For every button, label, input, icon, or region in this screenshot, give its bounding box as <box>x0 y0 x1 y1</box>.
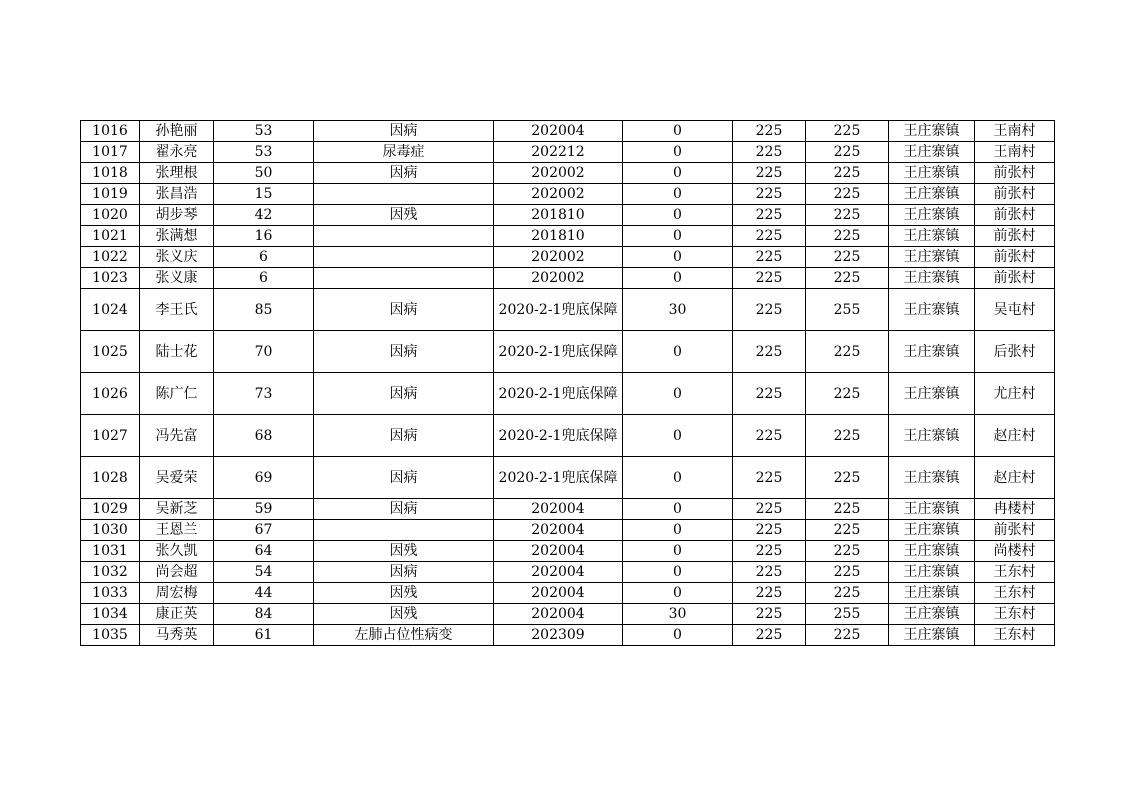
extra-amount-cell: 30 <box>623 604 733 625</box>
date-cell: 202004 <box>494 604 623 625</box>
total-amount-cell: 225 <box>806 415 889 457</box>
town-cell: 王庄寨镇 <box>889 373 975 415</box>
date-cell: 202004 <box>494 541 623 562</box>
age-cell: 15 <box>214 184 314 205</box>
name-cell: 康正英 <box>140 604 214 625</box>
age-cell: 6 <box>214 268 314 289</box>
name-cell: 陆士花 <box>140 331 214 373</box>
document-sheet <box>80 120 1055 646</box>
name-cell: 张义康 <box>140 268 214 289</box>
name-cell: 周宏梅 <box>140 583 214 604</box>
table-row <box>81 331 1055 373</box>
name-cell: 张久凯 <box>140 541 214 562</box>
town-cell: 王庄寨镇 <box>889 604 975 625</box>
record-number-cell: 1018 <box>81 163 140 184</box>
reason-cell: 因病 <box>314 415 494 457</box>
record-number-cell: 1034 <box>81 604 140 625</box>
reason-cell: 左肺占位性病变 <box>314 625 494 646</box>
total-amount-cell: 255 <box>806 289 889 331</box>
village-cell: 王东村 <box>975 562 1055 583</box>
date-cell: 201810 <box>494 226 623 247</box>
village-cell: 前张村 <box>975 184 1055 205</box>
age-cell: 44 <box>214 583 314 604</box>
date-cell: 202002 <box>494 268 623 289</box>
record-number-cell: 1031 <box>81 541 140 562</box>
town-cell: 王庄寨镇 <box>889 457 975 499</box>
table-row <box>81 268 1055 289</box>
reason-cell <box>314 247 494 268</box>
total-amount-cell: 225 <box>806 625 889 646</box>
village-cell: 王南村 <box>975 121 1055 142</box>
reason-cell: 因病 <box>314 163 494 184</box>
age-cell: 54 <box>214 562 314 583</box>
reason-cell: 因残 <box>314 541 494 562</box>
record-number-cell: 1029 <box>81 499 140 520</box>
town-cell: 王庄寨镇 <box>889 268 975 289</box>
table-row <box>81 520 1055 541</box>
age-cell: 85 <box>214 289 314 331</box>
extra-amount-cell: 0 <box>623 583 733 604</box>
name-cell: 尚会超 <box>140 562 214 583</box>
base-amount-cell: 225 <box>733 331 806 373</box>
base-amount-cell: 225 <box>733 163 806 184</box>
age-cell: 61 <box>214 625 314 646</box>
reason-cell <box>314 268 494 289</box>
record-number-cell: 1025 <box>81 331 140 373</box>
base-amount-cell: 225 <box>733 415 806 457</box>
extra-amount-cell: 0 <box>623 184 733 205</box>
reason-cell <box>314 226 494 247</box>
table-row <box>81 247 1055 268</box>
date-cell: 2020-2-1兜底保障 <box>494 457 623 499</box>
town-cell: 王庄寨镇 <box>889 583 975 604</box>
date-cell: 202002 <box>494 163 623 184</box>
reason-cell: 因残 <box>314 583 494 604</box>
total-amount-cell: 225 <box>806 163 889 184</box>
record-number-cell: 1019 <box>81 184 140 205</box>
date-cell: 202004 <box>494 520 623 541</box>
town-cell: 王庄寨镇 <box>889 499 975 520</box>
roster-table <box>80 120 1055 646</box>
extra-amount-cell: 0 <box>623 625 733 646</box>
name-cell: 马秀英 <box>140 625 214 646</box>
date-cell: 2020-2-1兜底保障 <box>494 373 623 415</box>
name-cell: 王恩兰 <box>140 520 214 541</box>
record-number-cell: 1027 <box>81 415 140 457</box>
record-number-cell: 1028 <box>81 457 140 499</box>
reason-cell: 尿毒症 <box>314 142 494 163</box>
record-number-cell: 1033 <box>81 583 140 604</box>
name-cell: 胡步琴 <box>140 205 214 226</box>
table-row <box>81 604 1055 625</box>
town-cell: 王庄寨镇 <box>889 331 975 373</box>
age-cell: 67 <box>214 520 314 541</box>
age-cell: 64 <box>214 541 314 562</box>
base-amount-cell: 225 <box>733 373 806 415</box>
village-cell: 前张村 <box>975 205 1055 226</box>
age-cell: 42 <box>214 205 314 226</box>
age-cell: 59 <box>214 499 314 520</box>
extra-amount-cell: 0 <box>623 205 733 226</box>
age-cell: 69 <box>214 457 314 499</box>
table-row <box>81 457 1055 499</box>
extra-amount-cell: 0 <box>623 373 733 415</box>
village-cell: 赵庄村 <box>975 415 1055 457</box>
reason-cell: 因病 <box>314 373 494 415</box>
table-row <box>81 562 1055 583</box>
village-cell: 王东村 <box>975 625 1055 646</box>
base-amount-cell: 225 <box>733 226 806 247</box>
record-number-cell: 1021 <box>81 226 140 247</box>
base-amount-cell: 225 <box>733 289 806 331</box>
age-cell: 53 <box>214 142 314 163</box>
town-cell: 王庄寨镇 <box>889 247 975 268</box>
village-cell: 王东村 <box>975 583 1055 604</box>
reason-cell: 因病 <box>314 331 494 373</box>
village-cell: 赵庄村 <box>975 457 1055 499</box>
town-cell: 王庄寨镇 <box>889 121 975 142</box>
table-row <box>81 142 1055 163</box>
reason-cell: 因病 <box>314 121 494 142</box>
record-number-cell: 1035 <box>81 625 140 646</box>
extra-amount-cell: 0 <box>623 142 733 163</box>
date-cell: 202212 <box>494 142 623 163</box>
total-amount-cell: 225 <box>806 541 889 562</box>
name-cell: 张满想 <box>140 226 214 247</box>
table-row <box>81 541 1055 562</box>
extra-amount-cell: 0 <box>623 520 733 541</box>
base-amount-cell: 225 <box>733 604 806 625</box>
table-row <box>81 373 1055 415</box>
total-amount-cell: 225 <box>806 499 889 520</box>
village-cell: 尚楼村 <box>975 541 1055 562</box>
record-number-cell: 1020 <box>81 205 140 226</box>
total-amount-cell: 225 <box>806 268 889 289</box>
village-cell: 前张村 <box>975 226 1055 247</box>
extra-amount-cell: 0 <box>623 226 733 247</box>
total-amount-cell: 225 <box>806 373 889 415</box>
record-number-cell: 1030 <box>81 520 140 541</box>
extra-amount-cell: 0 <box>623 415 733 457</box>
extra-amount-cell: 0 <box>623 121 733 142</box>
roster-body <box>81 121 1055 646</box>
table-row <box>81 289 1055 331</box>
name-cell: 张义庆 <box>140 247 214 268</box>
total-amount-cell: 225 <box>806 583 889 604</box>
record-number-cell: 1017 <box>81 142 140 163</box>
base-amount-cell: 225 <box>733 247 806 268</box>
record-number-cell: 1026 <box>81 373 140 415</box>
name-cell: 吴爱荣 <box>140 457 214 499</box>
reason-cell <box>314 520 494 541</box>
base-amount-cell: 225 <box>733 142 806 163</box>
total-amount-cell: 225 <box>806 520 889 541</box>
village-cell: 尤庄村 <box>975 373 1055 415</box>
town-cell: 王庄寨镇 <box>889 142 975 163</box>
village-cell: 前张村 <box>975 520 1055 541</box>
base-amount-cell: 225 <box>733 121 806 142</box>
total-amount-cell: 225 <box>806 457 889 499</box>
village-cell: 前张村 <box>975 163 1055 184</box>
base-amount-cell: 225 <box>733 205 806 226</box>
name-cell: 翟永亮 <box>140 142 214 163</box>
table-row <box>81 415 1055 457</box>
record-number-cell: 1032 <box>81 562 140 583</box>
date-cell: 202002 <box>494 184 623 205</box>
reason-cell: 因病 <box>314 499 494 520</box>
table-row <box>81 226 1055 247</box>
record-number-cell: 1016 <box>81 121 140 142</box>
date-cell: 202309 <box>494 625 623 646</box>
village-cell: 冉楼村 <box>975 499 1055 520</box>
record-number-cell: 1022 <box>81 247 140 268</box>
date-cell: 2020-2-1兜底保障 <box>494 415 623 457</box>
table-row <box>81 163 1055 184</box>
extra-amount-cell: 0 <box>623 268 733 289</box>
base-amount-cell: 225 <box>733 520 806 541</box>
town-cell: 王庄寨镇 <box>889 415 975 457</box>
date-cell: 201810 <box>494 205 623 226</box>
village-cell: 王南村 <box>975 142 1055 163</box>
reason-cell: 因残 <box>314 205 494 226</box>
village-cell: 前张村 <box>975 247 1055 268</box>
base-amount-cell: 225 <box>733 499 806 520</box>
base-amount-cell: 225 <box>733 457 806 499</box>
town-cell: 王庄寨镇 <box>889 625 975 646</box>
extra-amount-cell: 0 <box>623 331 733 373</box>
total-amount-cell: 225 <box>806 247 889 268</box>
base-amount-cell: 225 <box>733 562 806 583</box>
village-cell: 吴屯村 <box>975 289 1055 331</box>
reason-cell <box>314 184 494 205</box>
total-amount-cell: 225 <box>806 142 889 163</box>
age-cell: 73 <box>214 373 314 415</box>
name-cell: 陈广仁 <box>140 373 214 415</box>
table-row <box>81 499 1055 520</box>
reason-cell: 因残 <box>314 604 494 625</box>
name-cell: 张理根 <box>140 163 214 184</box>
base-amount-cell: 225 <box>733 625 806 646</box>
town-cell: 王庄寨镇 <box>889 184 975 205</box>
table-row <box>81 625 1055 646</box>
total-amount-cell: 225 <box>806 205 889 226</box>
name-cell: 张昌浩 <box>140 184 214 205</box>
extra-amount-cell: 0 <box>623 457 733 499</box>
date-cell: 2020-2-1兜底保障 <box>494 331 623 373</box>
town-cell: 王庄寨镇 <box>889 289 975 331</box>
age-cell: 70 <box>214 331 314 373</box>
date-cell: 202002 <box>494 247 623 268</box>
village-cell: 前张村 <box>975 268 1055 289</box>
name-cell: 孙艳丽 <box>140 121 214 142</box>
table-row <box>81 205 1055 226</box>
age-cell: 6 <box>214 247 314 268</box>
total-amount-cell: 255 <box>806 604 889 625</box>
age-cell: 53 <box>214 121 314 142</box>
base-amount-cell: 225 <box>733 583 806 604</box>
extra-amount-cell: 30 <box>623 289 733 331</box>
base-amount-cell: 225 <box>733 268 806 289</box>
name-cell: 李王氏 <box>140 289 214 331</box>
date-cell: 202004 <box>494 583 623 604</box>
name-cell: 吴新芝 <box>140 499 214 520</box>
reason-cell: 因病 <box>314 562 494 583</box>
age-cell: 50 <box>214 163 314 184</box>
base-amount-cell: 225 <box>733 541 806 562</box>
town-cell: 王庄寨镇 <box>889 205 975 226</box>
reason-cell: 因病 <box>314 457 494 499</box>
age-cell: 68 <box>214 415 314 457</box>
total-amount-cell: 225 <box>806 121 889 142</box>
base-amount-cell: 225 <box>733 184 806 205</box>
name-cell: 冯先富 <box>140 415 214 457</box>
table-row <box>81 583 1055 604</box>
village-cell: 王东村 <box>975 604 1055 625</box>
town-cell: 王庄寨镇 <box>889 520 975 541</box>
total-amount-cell: 225 <box>806 226 889 247</box>
table-row <box>81 121 1055 142</box>
record-number-cell: 1023 <box>81 268 140 289</box>
town-cell: 王庄寨镇 <box>889 163 975 184</box>
age-cell: 16 <box>214 226 314 247</box>
town-cell: 王庄寨镇 <box>889 541 975 562</box>
total-amount-cell: 225 <box>806 184 889 205</box>
village-cell: 后张村 <box>975 331 1055 373</box>
town-cell: 王庄寨镇 <box>889 562 975 583</box>
date-cell: 202004 <box>494 562 623 583</box>
date-cell: 2020-2-1兜底保障 <box>494 289 623 331</box>
date-cell: 202004 <box>494 499 623 520</box>
extra-amount-cell: 0 <box>623 499 733 520</box>
reason-cell: 因病 <box>314 289 494 331</box>
extra-amount-cell: 0 <box>623 541 733 562</box>
extra-amount-cell: 0 <box>623 247 733 268</box>
date-cell: 202004 <box>494 121 623 142</box>
age-cell: 84 <box>214 604 314 625</box>
town-cell: 王庄寨镇 <box>889 226 975 247</box>
extra-amount-cell: 0 <box>623 163 733 184</box>
total-amount-cell: 225 <box>806 562 889 583</box>
record-number-cell: 1024 <box>81 289 140 331</box>
table-row <box>81 184 1055 205</box>
total-amount-cell: 225 <box>806 331 889 373</box>
extra-amount-cell: 0 <box>623 562 733 583</box>
